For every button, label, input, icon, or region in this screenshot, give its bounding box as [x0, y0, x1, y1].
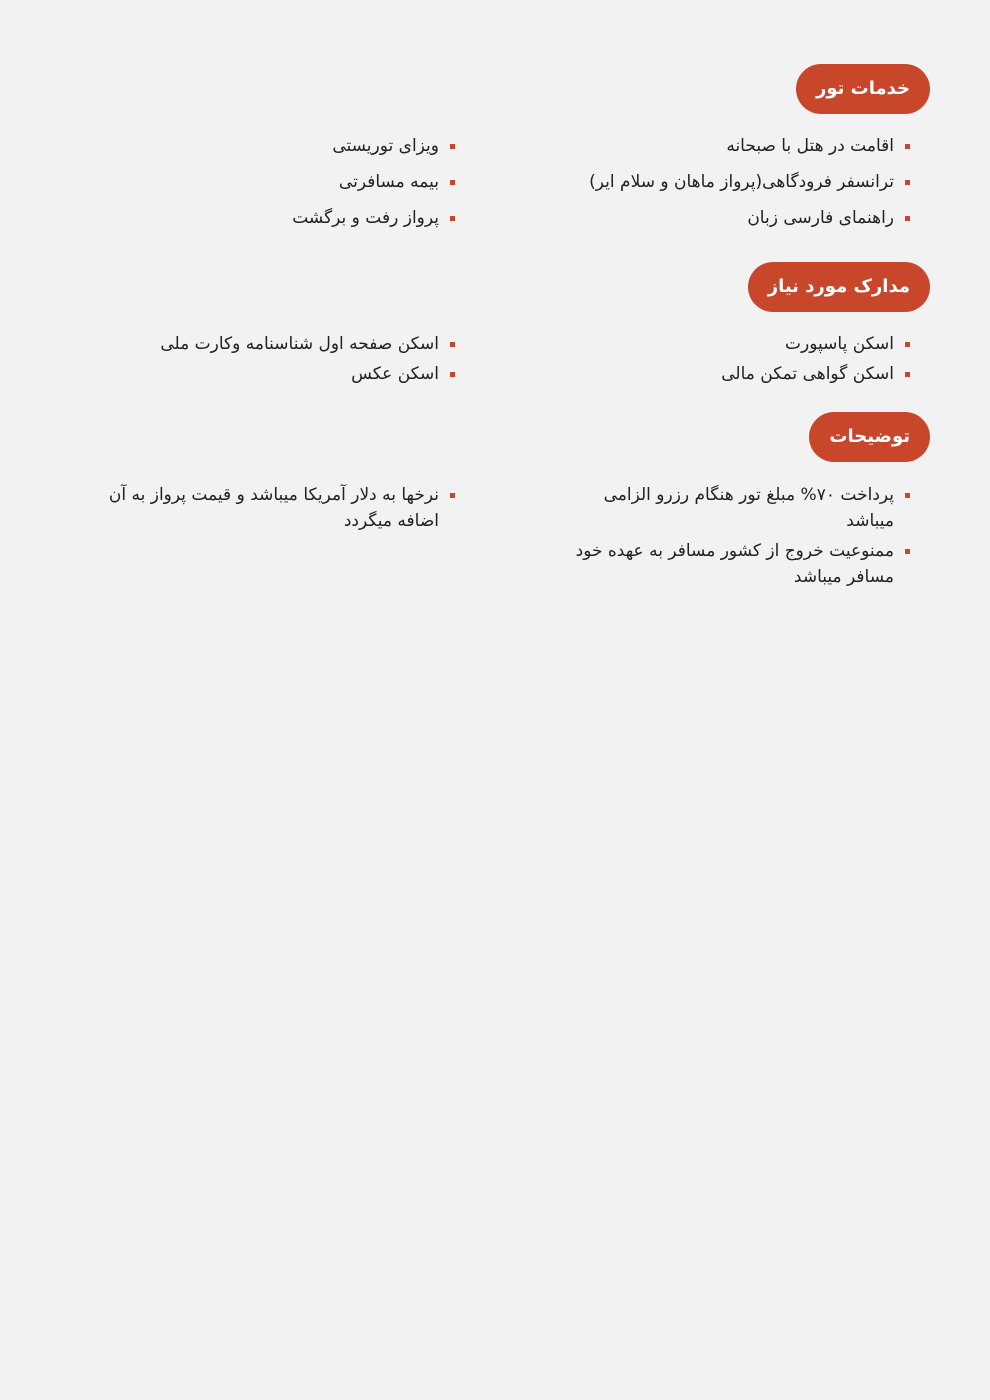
notes-list-left [95, 482, 455, 538]
list-item: اقامت در هتل با صبحانه [510, 128, 910, 164]
bullet-icon [450, 372, 455, 377]
list-item: بیمه مسافرتی [55, 164, 455, 200]
bullet-icon [450, 144, 455, 149]
list-item: اسکن پاسپورت [510, 329, 910, 359]
section-title-notes: توضیحات [829, 426, 910, 447]
list-item: پرواز رفت و برگشت [55, 200, 455, 236]
services-list-right [510, 128, 910, 236]
list-item: اسکن صفحه اول شناسنامه وکارت ملی [55, 329, 455, 359]
bullet-icon [905, 372, 910, 377]
bullet-icon [905, 549, 910, 554]
list-item: اسکن گواهی تمکن مالی [510, 359, 910, 389]
bullet-icon [905, 342, 910, 347]
bullet-icon [905, 144, 910, 149]
bullet-icon [905, 493, 910, 498]
list-item: راهنمای فارسی زبان [510, 200, 910, 236]
notes-list-right [560, 482, 910, 594]
section-header-documents [748, 262, 930, 312]
list-item: نرخها به دلار آمریکا میباشد و قیمت پرواز به آن اضافه میگردد [95, 482, 455, 534]
documents-list-left [55, 329, 455, 389]
bullet-icon [450, 216, 455, 221]
section-title-documents: مدارک مورد نیاز [767, 276, 910, 297]
bullet-icon [450, 180, 455, 185]
section-title-services: خدمات تور [815, 78, 910, 99]
section-header-notes [809, 412, 930, 462]
bullet-icon [905, 180, 910, 185]
documents-list-right [510, 329, 910, 389]
list-item: اسکن عکس [55, 359, 455, 389]
list-item: پرداخت ۷۰% مبلغ تور هنگام رزرو الزامی میباشد [560, 482, 910, 534]
services-list-left [55, 128, 455, 236]
section-header-services [796, 64, 930, 114]
bullet-icon [450, 493, 455, 498]
list-item: ترانسفر فرودگاهی(پرواز ماهان و سلام ایر) [510, 164, 910, 200]
list-item: ویزای توریستی [55, 128, 455, 164]
bullet-icon [905, 216, 910, 221]
list-item: ممنوعیت خروج از کشور مسافر به عهده خود مسافر میباشد [560, 538, 910, 590]
bullet-icon [450, 342, 455, 347]
